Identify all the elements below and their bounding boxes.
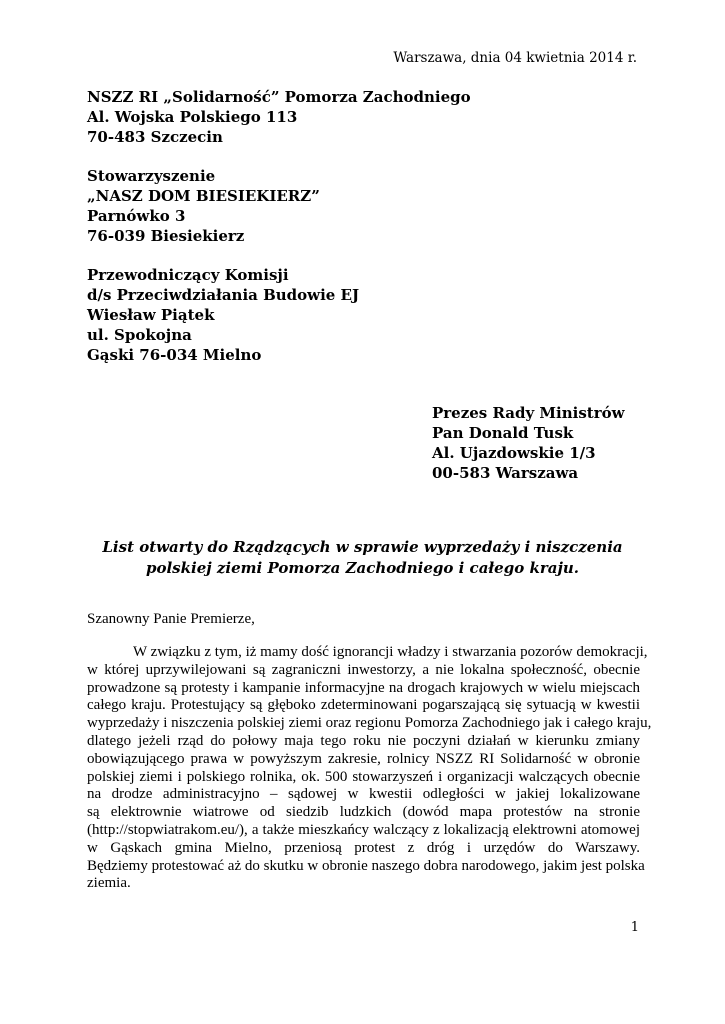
body-line: ziemia. xyxy=(87,875,131,892)
sender-address-solidarnosc xyxy=(87,87,471,147)
page-number: 1 xyxy=(630,920,639,935)
sender-address-komisja xyxy=(87,265,359,365)
body-line: w Gąskach gmina Mielno, przeniosą protest z dróg i urzędów do Warszawy. xyxy=(87,839,640,856)
address-line: ul. Spokojna xyxy=(87,326,192,344)
address-line: 70-483 Szczecin xyxy=(87,128,223,146)
address-line: Stowarzyszenie xyxy=(87,167,216,185)
body-line: W związku z tym, iż mamy dość ignorancji władzy i stwarzania pozorów demokracji, xyxy=(133,644,648,660)
body-line: obowiązującego prawa w powyższym zakresie, rolnicy NSZZ RI Solidarność w obronie xyxy=(87,750,640,767)
salutation: Szanowny Panie Premierze, xyxy=(87,611,255,627)
body-line: na drodze administracyjno – sądowej w kwestii odległości w jakiej lokalizowane xyxy=(87,786,640,803)
letter-title xyxy=(0,537,725,579)
address-line: 76-039 Biesiekierz xyxy=(87,227,245,245)
address-line: Parnówko 3 xyxy=(87,207,186,225)
address-line: Prezes Rady Ministrów xyxy=(432,404,625,422)
date-line: Warszawa, dnia 04 kwietnia 2014 r. xyxy=(393,50,637,66)
body-line: (http://stopwiatrakom.eu/), a także mieszkańcy walczący z lokalizacją elektrowni atomowej xyxy=(87,821,640,838)
letter-body xyxy=(87,644,652,893)
address-line: Przewodniczący Komisji xyxy=(87,266,289,284)
title-line: polskiej ziemi Pomorza Zachodniego i całego kraju. xyxy=(145,559,580,577)
body-line: dlatego jeżeli rząd do połowy maja tego roku nie poczyni działań w kierunku zmiany xyxy=(87,732,640,749)
address-line: „NASZ DOM BIESIEKIERZ” xyxy=(87,187,320,205)
address-line: d/s Przeciwdziałania Budowie EJ xyxy=(87,286,360,304)
title-line: List otwarty do Rządzących w sprawie wyprzedaży i niszczenia xyxy=(102,538,623,556)
body-line: Będziemy protestować aż do skutku w obronie naszego dobra narodowego, jakim jest polska xyxy=(87,857,645,874)
address-line: Pan Donald Tusk xyxy=(432,424,574,442)
address-line: Al. Wojska Polskiego 113 xyxy=(87,108,298,126)
address-line: Al. Ujazdowskie 1/3 xyxy=(432,444,596,462)
body-line: w której uprzywilejowani są zagraniczni inwestorzy, a nie lokalna społeczność, obecnie xyxy=(87,661,640,678)
sender-address-stowarzyszenie xyxy=(87,166,320,246)
recipient-address xyxy=(432,403,625,483)
body-line: są elektrownie wiatrowe od siedzib ludzkich (dowód mapa protestów na stronie xyxy=(87,804,640,821)
body-line: wyprzedaży i niszczenia polskiej ziemi oraz regionu Pomorza Zachodniego jak i całego kraju, xyxy=(87,715,652,732)
address-line: 00-583 Warszawa xyxy=(432,464,579,482)
body-line: polskiej ziemi i polskiego rolnika, ok. 500 stowarzyszeń i organizacji walczących obecnie xyxy=(87,768,640,785)
address-line: Wiesław Piątek xyxy=(87,306,215,324)
body-line: całego kraju. Protestujący są głęboko zdeterminowani pogarszającą się sytuacją w kwestii xyxy=(87,697,640,714)
address-line: Gąski 76-034 Mielno xyxy=(87,346,262,364)
body-line: prowadzone są protesty i kampanie informacyjne na drogach krajowych w wielu miejscach xyxy=(87,679,640,696)
address-line: NSZZ RI „Solidarność” Pomorza Zachodniego xyxy=(87,88,471,106)
